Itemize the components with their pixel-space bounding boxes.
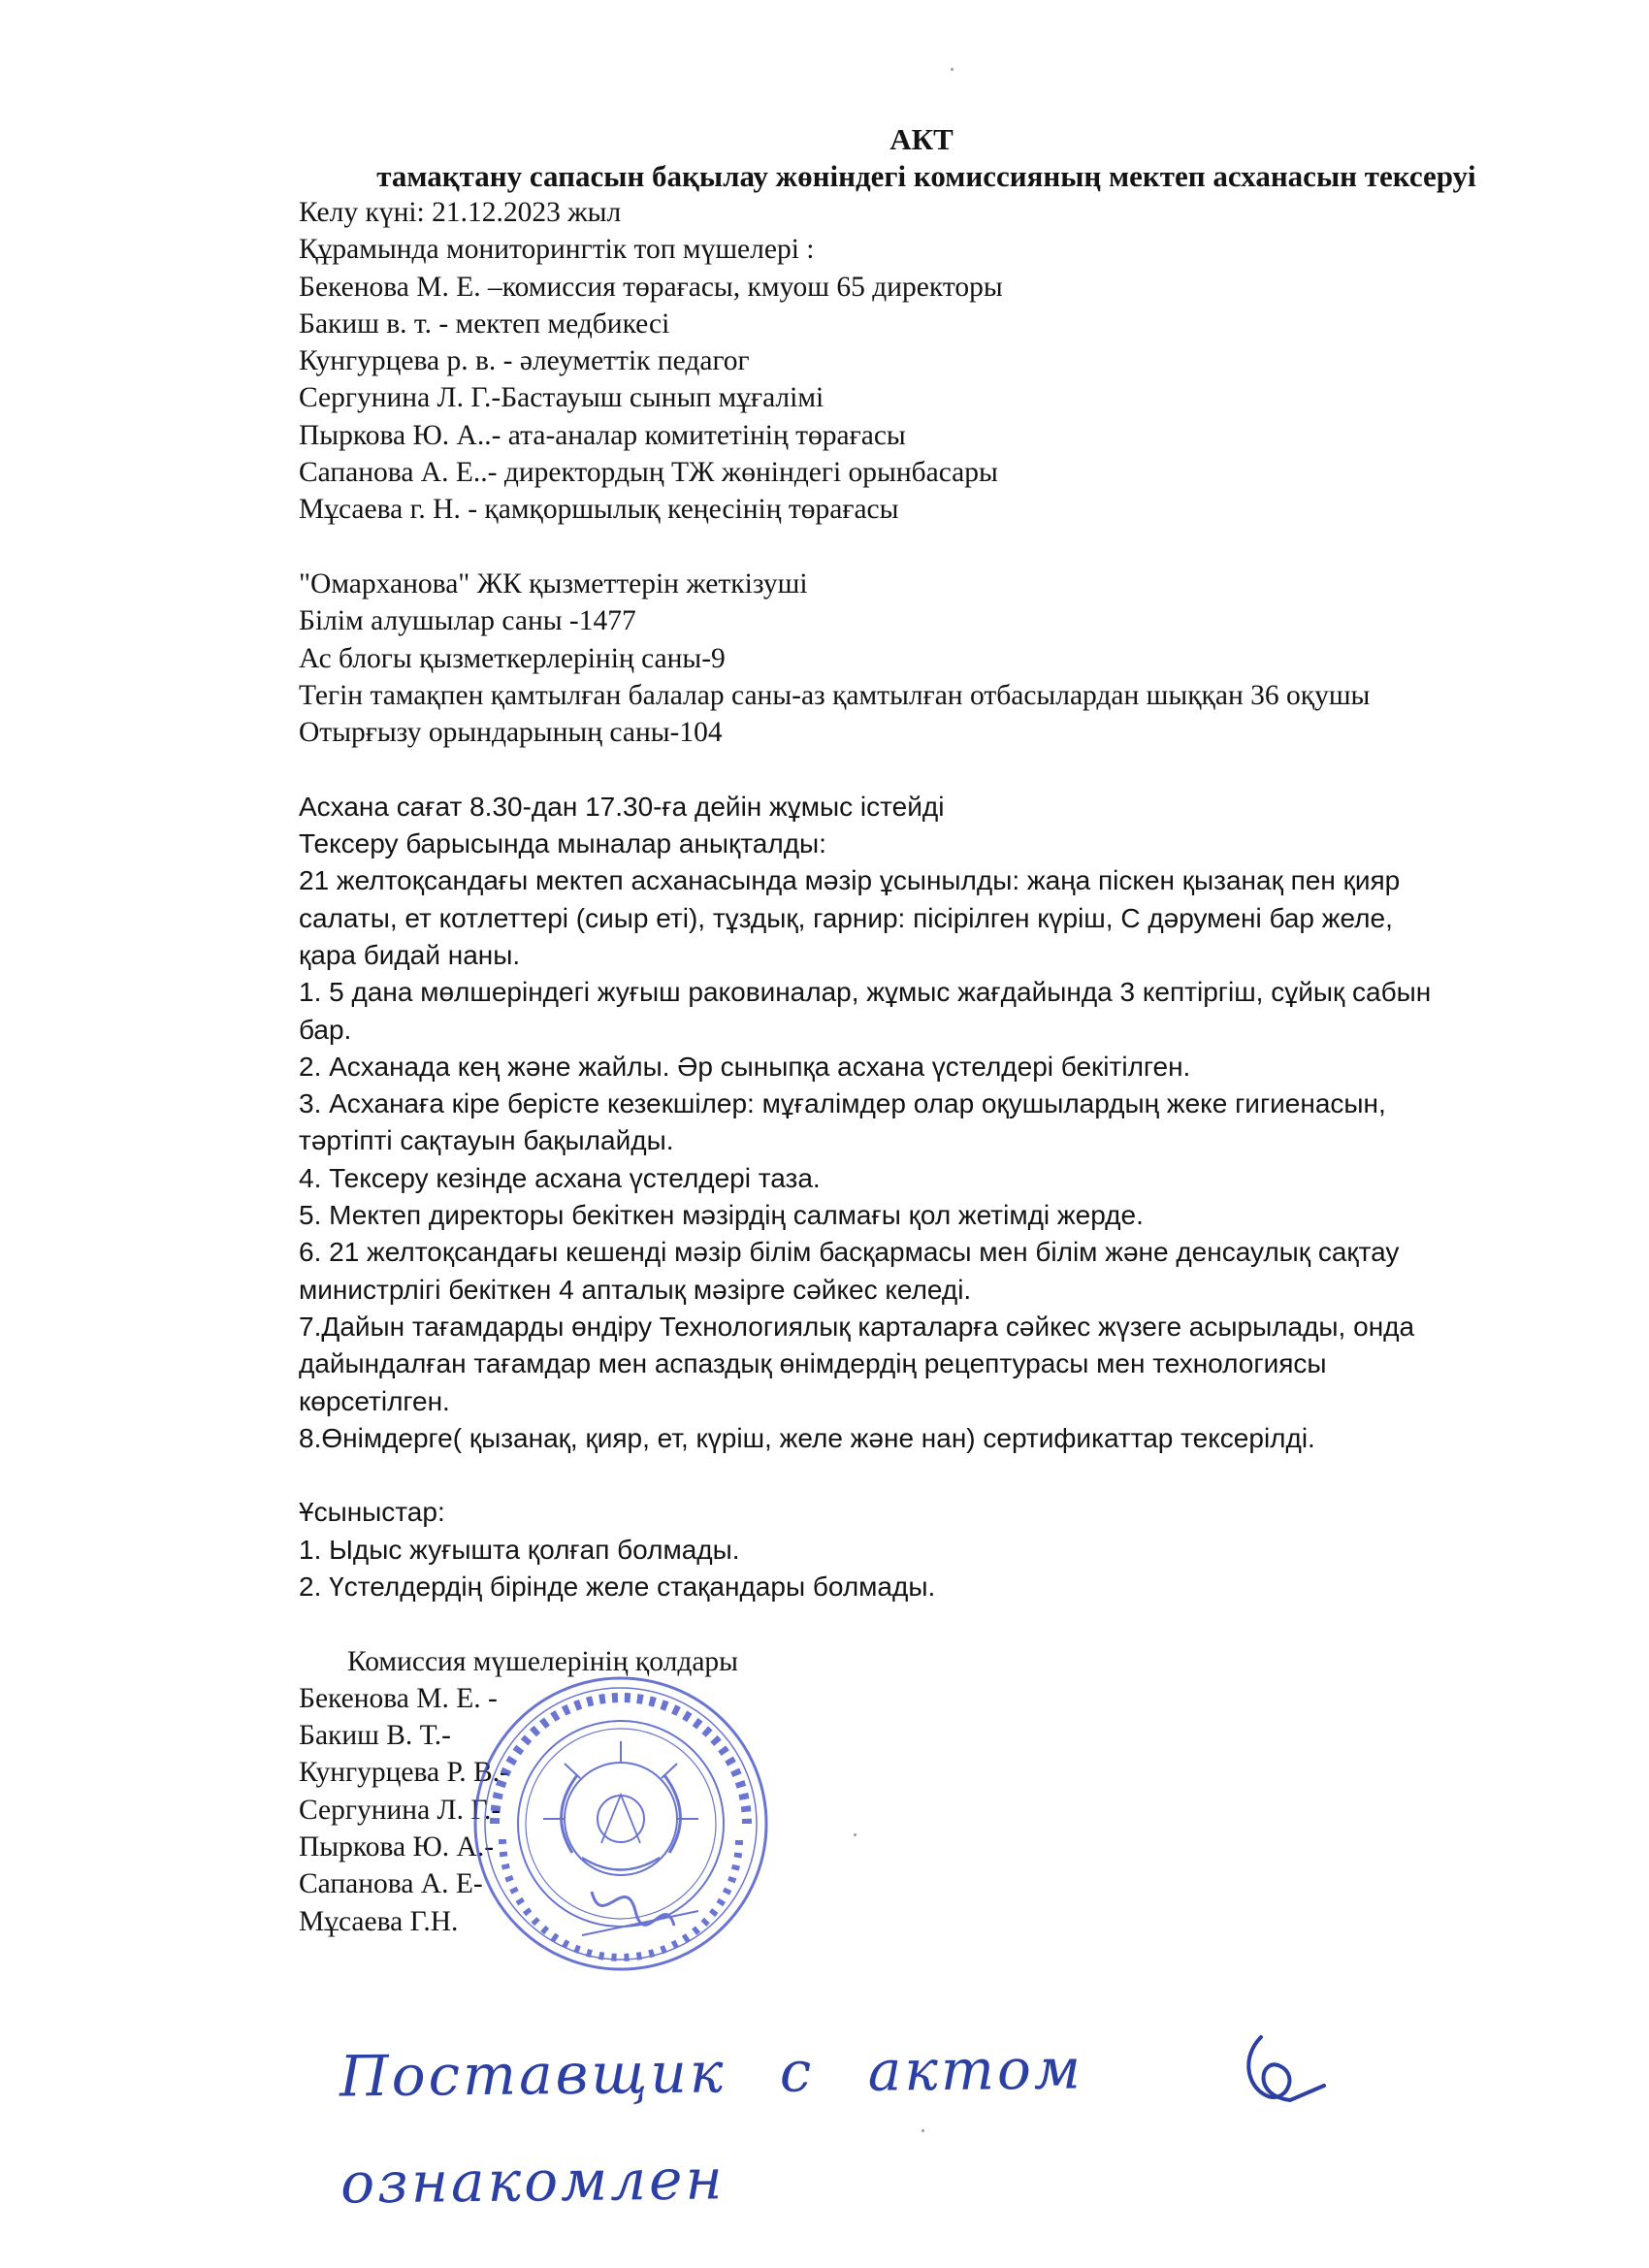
signature-line: Кунгурцева Р. В.- <box>299 1757 509 1789</box>
signature-line: Сапанова А. Е- <box>299 1868 483 1900</box>
supplier-handwritten-note: Поставщик с актом ознакомлен <box>339 2035 1084 2217</box>
document-title: АКТ <box>889 122 954 156</box>
finding-line: 7.Дайын тағамдарды өндіру Технологиялық карталарға сәйкес жүзеге асырылады, онда <box>299 1311 1415 1342</box>
finding-line: 5. Мектеп директоры бекіткен мәзірдің салмағы қол жетімді жерде. <box>299 1200 1144 1231</box>
member-line: Пыркова Ю. А..- ата-аналар комитетінің төрағасы <box>299 419 906 451</box>
finding-line: көрсетілген. <box>299 1385 450 1416</box>
signature-line: Сергунина Л. Г.- <box>299 1794 501 1826</box>
finding-line: 1. 5 дана мөлшеріндегі жуғыш раковиналар, жұмыс жағдайында 3 кептіргіш, сұйық сабын <box>299 977 1432 1008</box>
finding-line: бар. <box>299 1014 352 1045</box>
signature-scribble-icon <box>1232 2027 1339 2115</box>
finding-line: 2. Асханада кең және жайлы. Әр сыныпқа асхана үстелдері бекітілген. <box>299 1051 1191 1082</box>
signature-line: Бекенова М. Е. - <box>299 1682 498 1714</box>
members-heading: Құрамында мониторингтік топ мүшелері : <box>299 234 815 266</box>
signature-line: Бакиш В. Т.- <box>299 1720 451 1752</box>
member-line: Бакиш в. т. - мектеп медбикесі <box>299 308 670 340</box>
member-line: Бекенова М. Е. –комиссия төрағасы, кмуош 65 директоры <box>299 271 1003 303</box>
finding-line: тәртіпті сақтауын бақылайды. <box>299 1125 674 1156</box>
findings-heading: Тексеру барысында мыналар анықталды: <box>299 828 826 859</box>
recommendation-line: 1. Ыдыс жуғышта қолғап болмады. <box>299 1534 740 1565</box>
recommendations-heading: Ұсыныстар: <box>299 1497 445 1528</box>
spacer <box>299 1457 1560 1494</box>
spacer <box>299 751 1560 788</box>
finding-line: 3. Асханаға кіре берісте кезекшілер: мұғалімдер олар оқушылардың жеке гигиенасын, <box>299 1088 1386 1119</box>
recommendation-line: 2. Үстелдердің бірінде желе стақандары болмады. <box>299 1571 936 1602</box>
scan-speck <box>951 68 954 71</box>
fact-line: "Омарханова" ЖК қызметтерін жеткізуші <box>299 567 808 599</box>
scan-speck <box>922 2129 924 2132</box>
menu-line: салаты, ет котлеттері (сиыр еті), тұздық, гарнир: пісірілген күріш, С дәрумені бар желе, <box>299 902 1393 933</box>
finding-line: дайындалған тағамдар мен аспаздық өнімдердің рецептурасы мен технологиясы <box>299 1348 1327 1379</box>
scan-speck <box>854 1833 857 1836</box>
member-line: Кунгурцева р. в. - әлеуметтік педагог <box>299 345 750 377</box>
fact-line: Отырғызу орындарының саны-104 <box>299 717 723 749</box>
menu-line: қара бидай наны. <box>299 939 521 970</box>
spacer <box>299 529 1560 566</box>
member-line: Сергунина Л. Г.-Бастауыш сынып мұғалімі <box>299 382 824 414</box>
finding-line: министрлігі бекіткен 4 апталық мәзірге сәйкес келеді. <box>299 1274 972 1305</box>
official-seal-icon <box>456 1649 786 1998</box>
hours-line: Асхана сағат 8.30-дан 17.30-ға дейін жұмыс істейді <box>299 791 945 822</box>
finding-line: 8.Өнімдерге( қызанақ, қияр, ет, күріш, желе және нан) сертификаттар тексерілді. <box>299 1422 1315 1453</box>
finding-line: 4. Тексеру кезінде асхана үстелдері таза. <box>299 1162 821 1193</box>
document-subtitle: тамақтану сапасын бақылау жөніндегі комиссияның мектеп асханасын тексеруі <box>376 159 1476 193</box>
signature-line: Пыркова Ю. А.- <box>299 1831 495 1863</box>
menu-line: 21 желтоқсандағы мектеп асханасында мәзір ұсынылды: жаңа піскен қызанақ пен қияр <box>299 865 1401 896</box>
signatures-heading: Комиссия мүшелерінің қолдары <box>347 1645 738 1677</box>
member-line: Сапанова А. Е..- директордың ТЖ жөніндегі орынбасары <box>299 457 998 489</box>
fact-line: Тегін тамақпен қамтылған балалар саны-аз қамтылған отбасылардан шыққан 36 оқушы <box>299 679 1371 711</box>
member-line: Мұсаева г. Н. - қамқоршылық кеңесінің төрағасы <box>299 494 899 526</box>
signature-line: Мұсаева Г.Н. <box>299 1905 459 1937</box>
visit-date: Келу күні: 21.12.2023 жыл <box>299 197 622 228</box>
fact-line: Ас блогы қызметкерлерінің саны-9 <box>299 642 726 674</box>
finding-line: 6. 21 желтоқсандағы кешенді мәзір білім басқармасы мен білім және денсаулық сақтау <box>299 1237 1400 1268</box>
fact-line: Білім алушылар саны -1477 <box>299 605 636 637</box>
spacer <box>299 1605 1560 1642</box>
